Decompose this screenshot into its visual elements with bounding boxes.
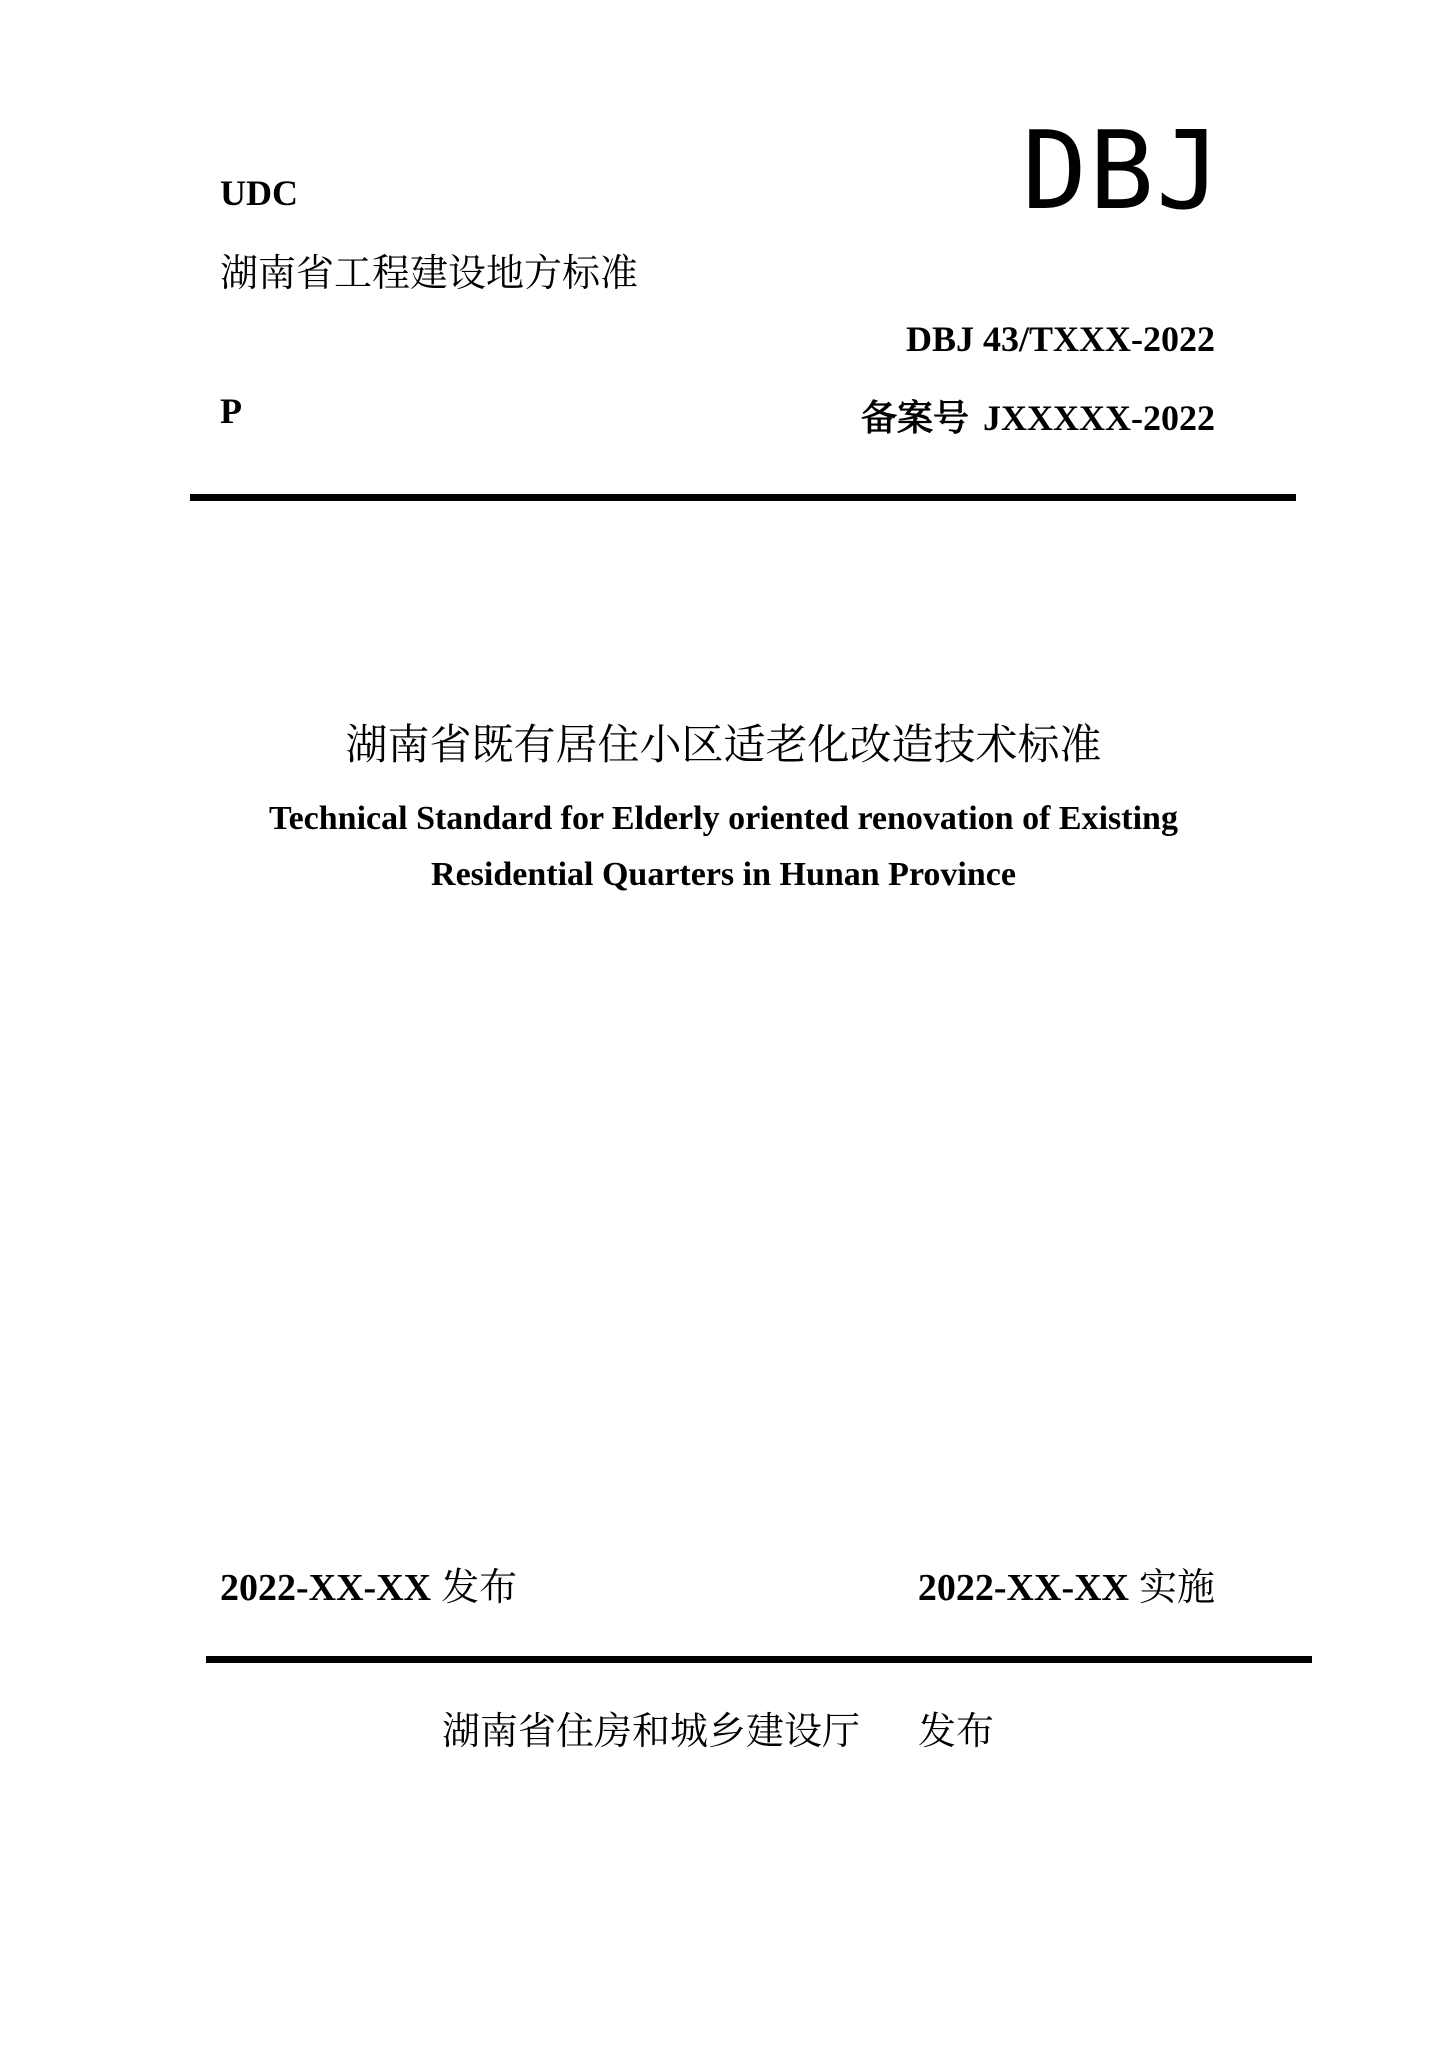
implement-label: 实施 xyxy=(1138,1565,1215,1609)
issue-label: 发布 xyxy=(441,1565,518,1609)
document-title-english-line-2: Residential Quarters in Hunan Province xyxy=(431,856,1016,893)
top-divider xyxy=(190,494,1296,501)
issuer-line xyxy=(442,1700,994,1755)
dbj-logo: DBJ xyxy=(1022,109,1224,234)
p-mark: P xyxy=(220,391,242,431)
issue-date-line xyxy=(220,1556,517,1611)
implement-date: 2022-XX-XX xyxy=(917,1567,1129,1609)
standard-category: 湖南省工程建设地方标准 xyxy=(220,251,639,295)
issuer-verb: 发布 xyxy=(918,1709,995,1753)
document-title-chinese: 湖南省既有居住小区适老化改造技术标准 xyxy=(345,720,1102,769)
record-label: 备案号 xyxy=(861,398,970,439)
udc-label: UDC xyxy=(220,173,298,213)
bottom-divider xyxy=(206,1656,1312,1663)
record-number-line xyxy=(861,390,1215,441)
issue-date: 2022-XX-XX xyxy=(220,1567,432,1609)
issuer-name: 湖南省住房和城乡建设厅 xyxy=(442,1709,861,1753)
implement-date-line xyxy=(918,1556,1215,1611)
document-title-english-line-1: Technical Standard for Elderly oriented renovation of Existing xyxy=(269,800,1178,837)
standard-code: DBJ 43/TXXX-2022 xyxy=(905,319,1215,359)
record-number: JXXXXX-2022 xyxy=(983,398,1215,438)
